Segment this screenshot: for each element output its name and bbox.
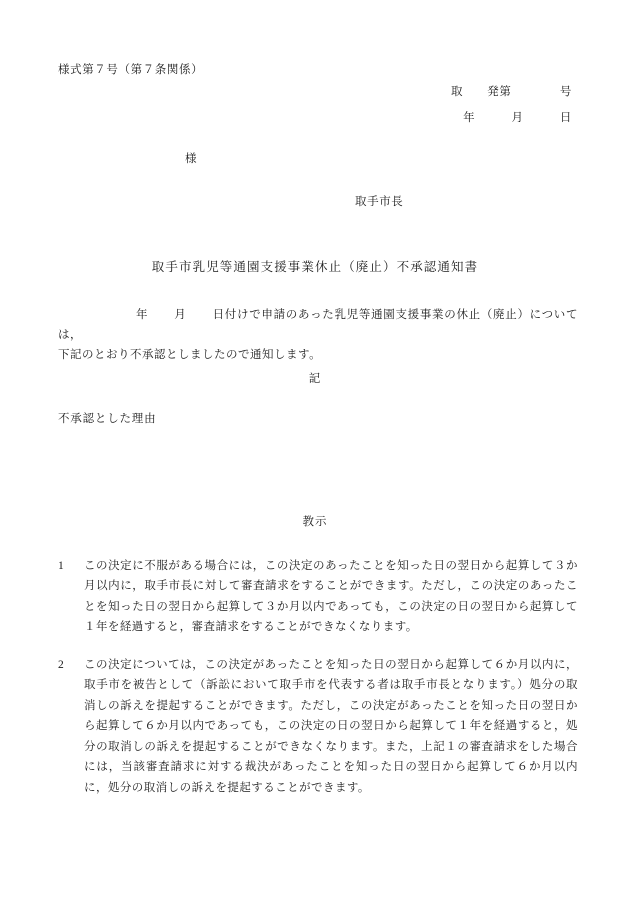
instruction-item [58, 655, 578, 798]
document-title: 取手市乳児等通園支援事業休止（廃止）不承認通知書 [151, 260, 479, 274]
body-date-month: 月 [174, 309, 187, 321]
instruction-text: この決定に不服がある場合には，この決定のあったことを知った日の翌日から起算して３か月以内に，取手市長に対して審査請求をすることができます。ただし，この決定のあったことを知った日の翌日から起算して３か月以内であっても，この決定の日の翌日から起算して１年を経過すると，審査請求をすることができなくなります。 [84, 560, 578, 634]
instruction-number: 2 [58, 658, 65, 671]
issuer-name: 取手市長 [355, 196, 404, 208]
document-date: 年 月 日 [463, 111, 572, 124]
document-number: 取 発第 号 [451, 86, 572, 98]
instruction-heading: 教示 [302, 516, 328, 528]
body-paragraph [58, 305, 578, 365]
addressee-honorific: 様 [185, 153, 198, 165]
document-meta-block [451, 84, 572, 128]
reason-heading: 不承認とした理由 [58, 413, 157, 425]
instruction-list [58, 556, 578, 798]
form-number: 様式第７号（第７条関係） [58, 64, 204, 76]
instruction-item [58, 556, 578, 638]
ki-marker: 記 [308, 373, 322, 385]
body-date-year: 年 [136, 309, 148, 321]
instruction-number: 1 [58, 560, 65, 572]
instruction-text: この決定については，この決定があったことを知った日の翌日から起算して６か月以内に，取手市を被告として（訴訟において取手市を代表する者は取手市長となります。）処分の取消しの訴えを提起することができます。ただし，この決定があったことを知った日の翌日から起算して６か月以内であっても，この決定の日の翌日から起算して１年を経過すると，処分の取消しの訴えを提起することができなくなります。また，上記１の審査請求をした場合には，当該審査請求に対する裁決があったことを知った日の翌日から起算して６か月以内に，処分の取消しの訴えを提起することができます。 [84, 658, 578, 794]
body-closing-text: 下記のとおり不承認としましたので通知します。 [58, 349, 322, 362]
body-date-day-text: 日付けで申請のあった乳児等通園支援事業の休止（廃止）については， [58, 309, 579, 342]
